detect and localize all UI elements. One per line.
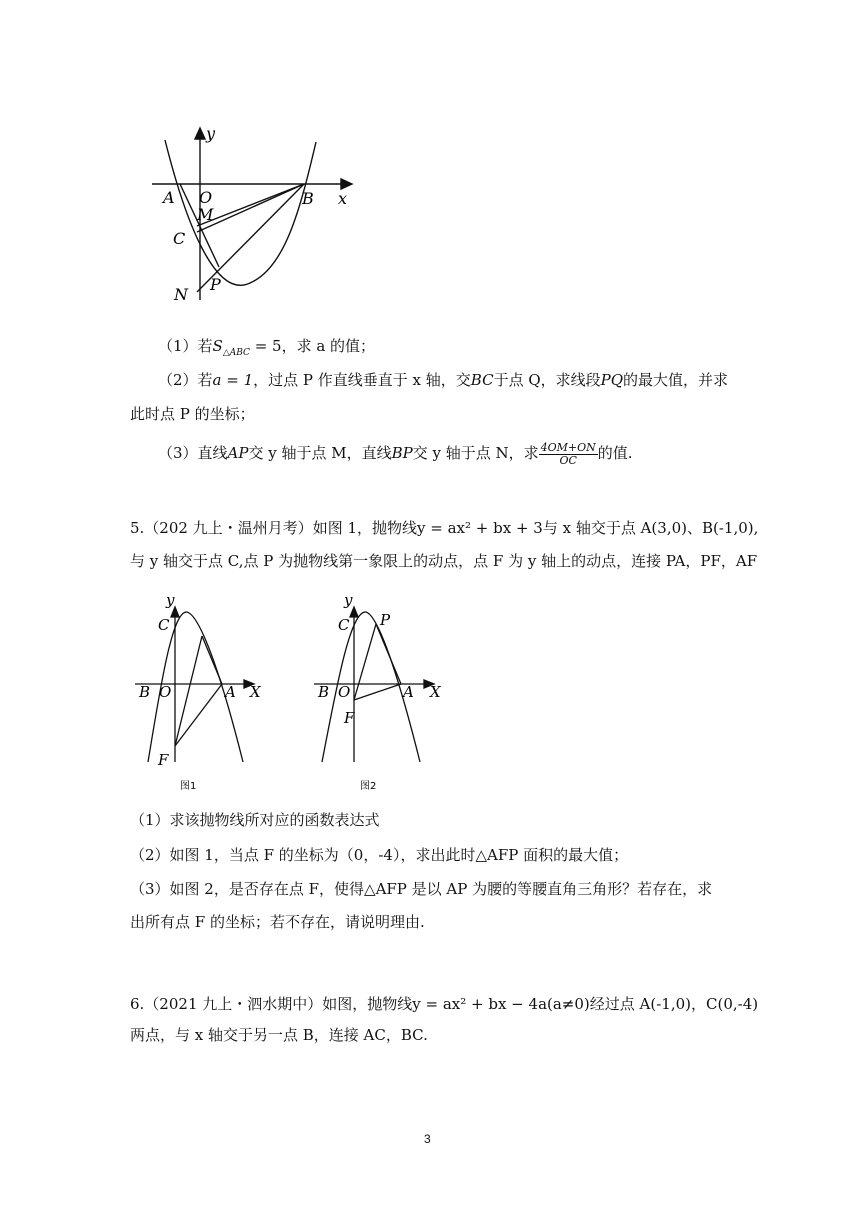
q1-eq: = 5: [249, 337, 282, 355]
fig1-label-F: F: [158, 751, 169, 769]
label-B: B: [302, 189, 314, 208]
fig2-label-X: X: [430, 683, 441, 701]
fig2-label-C: C: [338, 616, 350, 634]
q1-suffix: ，求 a 的值；: [281, 337, 376, 355]
problem5-figure1: [130, 588, 270, 798]
q3-prefix: （3）直线: [158, 444, 228, 462]
fig1-line-FP: [175, 636, 202, 746]
fig2-caption: 图2: [360, 781, 377, 792]
q1-sub: △ABC: [222, 348, 250, 358]
fig1-caption: 图1: [180, 781, 197, 792]
q2-math2: BC: [470, 371, 494, 389]
problem4-q2-cont: 此时点 P 的坐标；: [130, 405, 255, 423]
label-C: C: [173, 229, 186, 248]
fig1-label-C: C: [158, 616, 170, 634]
fig1-label-A: A: [225, 683, 236, 701]
q2-mid: ，过点 P 作直线垂直于 x 轴，交: [253, 371, 471, 389]
fig1-line-PA: [202, 636, 222, 684]
x-axis-arrow: [341, 179, 352, 189]
q3-suffix: 的值.: [597, 444, 633, 462]
fig1-label-B: B: [139, 683, 151, 701]
problem4-q3: [158, 440, 633, 467]
problem5-q1: （1）求该抛物线所对应的函数表达式: [130, 811, 380, 829]
q3-math1: AP: [227, 444, 249, 462]
fig2-label-A: A: [403, 683, 414, 701]
q2-suffix: 的最大值，并求: [623, 371, 729, 389]
q2-mid2: 于点 Q，求线段: [493, 371, 601, 389]
y-axis-arrow: [195, 128, 205, 139]
problem5-line1: 5.（202 九上・温州月考）如图 1，抛物线y = ax² + bx + 3与 x 轴交于点 A(3,0)、B(-1,0),: [130, 519, 759, 537]
q2-math1: a = 1: [212, 371, 254, 389]
fig2-line-FA: [354, 684, 401, 700]
fig1-label-X: X: [250, 683, 261, 701]
problem5-q2: （2）如图 1，当点 F 的坐标为（0，-4），求出此时△AFP 面积的最大值；: [130, 846, 629, 864]
label-A: A: [163, 188, 175, 207]
label-P: P: [210, 275, 221, 294]
q1-prefix: （1）若: [158, 337, 213, 355]
problem5-q3b: 出所有点 F 的坐标；若不存在，请说明理由.: [130, 913, 425, 931]
problem6-line2: 两点，与 x 轴交于另一点 B，连接 AC，BC.: [130, 1026, 428, 1044]
fig2-line-PA: [376, 624, 401, 684]
problem4-figure: [140, 120, 370, 320]
label-O: O: [199, 188, 213, 207]
problem4-q2: [158, 370, 728, 390]
problem5-q3a: （3）如图 2，是否存在点 F，使得△AFP 是以 AP 为腰的等腰直角三角形？若存在，求: [130, 880, 713, 898]
problem4-q1: [158, 336, 375, 363]
q3-frac-den: OC: [559, 453, 577, 467]
fig2-label-y: y: [344, 591, 353, 609]
q3-frac-num: 4OM+ON: [540, 440, 596, 454]
label-x: x: [338, 189, 348, 208]
page-number: 3: [424, 1132, 431, 1146]
q3-math2: BP: [391, 444, 413, 462]
q3-mid2: 交 y 轴于点 N，求: [412, 444, 539, 462]
fig2-line-FP: [354, 624, 376, 700]
label-M: M: [197, 205, 214, 224]
q2-prefix: （2）若: [158, 371, 213, 389]
q3-fraction: [539, 442, 598, 467]
fig1-label-y: y: [166, 591, 175, 609]
fig2-label-P: P: [380, 611, 391, 629]
q2-math3: PQ: [600, 371, 624, 389]
label-y: y: [206, 124, 216, 143]
problem6-line1: 6.（2021 九上・泗水期中）如图，抛物线y = ax² + bx − 4a(a≠0)经过点 A(-1,0)，C(0,-4): [130, 995, 759, 1013]
q1-math: S: [212, 337, 223, 355]
fig1-label-O: O: [159, 683, 172, 701]
problem5-figure2: [310, 588, 450, 798]
fig2-label-F: F: [344, 709, 355, 727]
fig2-label-O: O: [338, 683, 351, 701]
fig2-label-B: B: [318, 683, 330, 701]
problem5-line2: 与 y 轴交于点 C,点 P 为抛物线第一象限上的动点，点 F 为 y 轴上的动点，连接 PA，PF，AF: [130, 552, 758, 570]
q3-mid: 交 y 轴于点 M，直线: [248, 444, 392, 462]
label-N: N: [174, 285, 188, 304]
